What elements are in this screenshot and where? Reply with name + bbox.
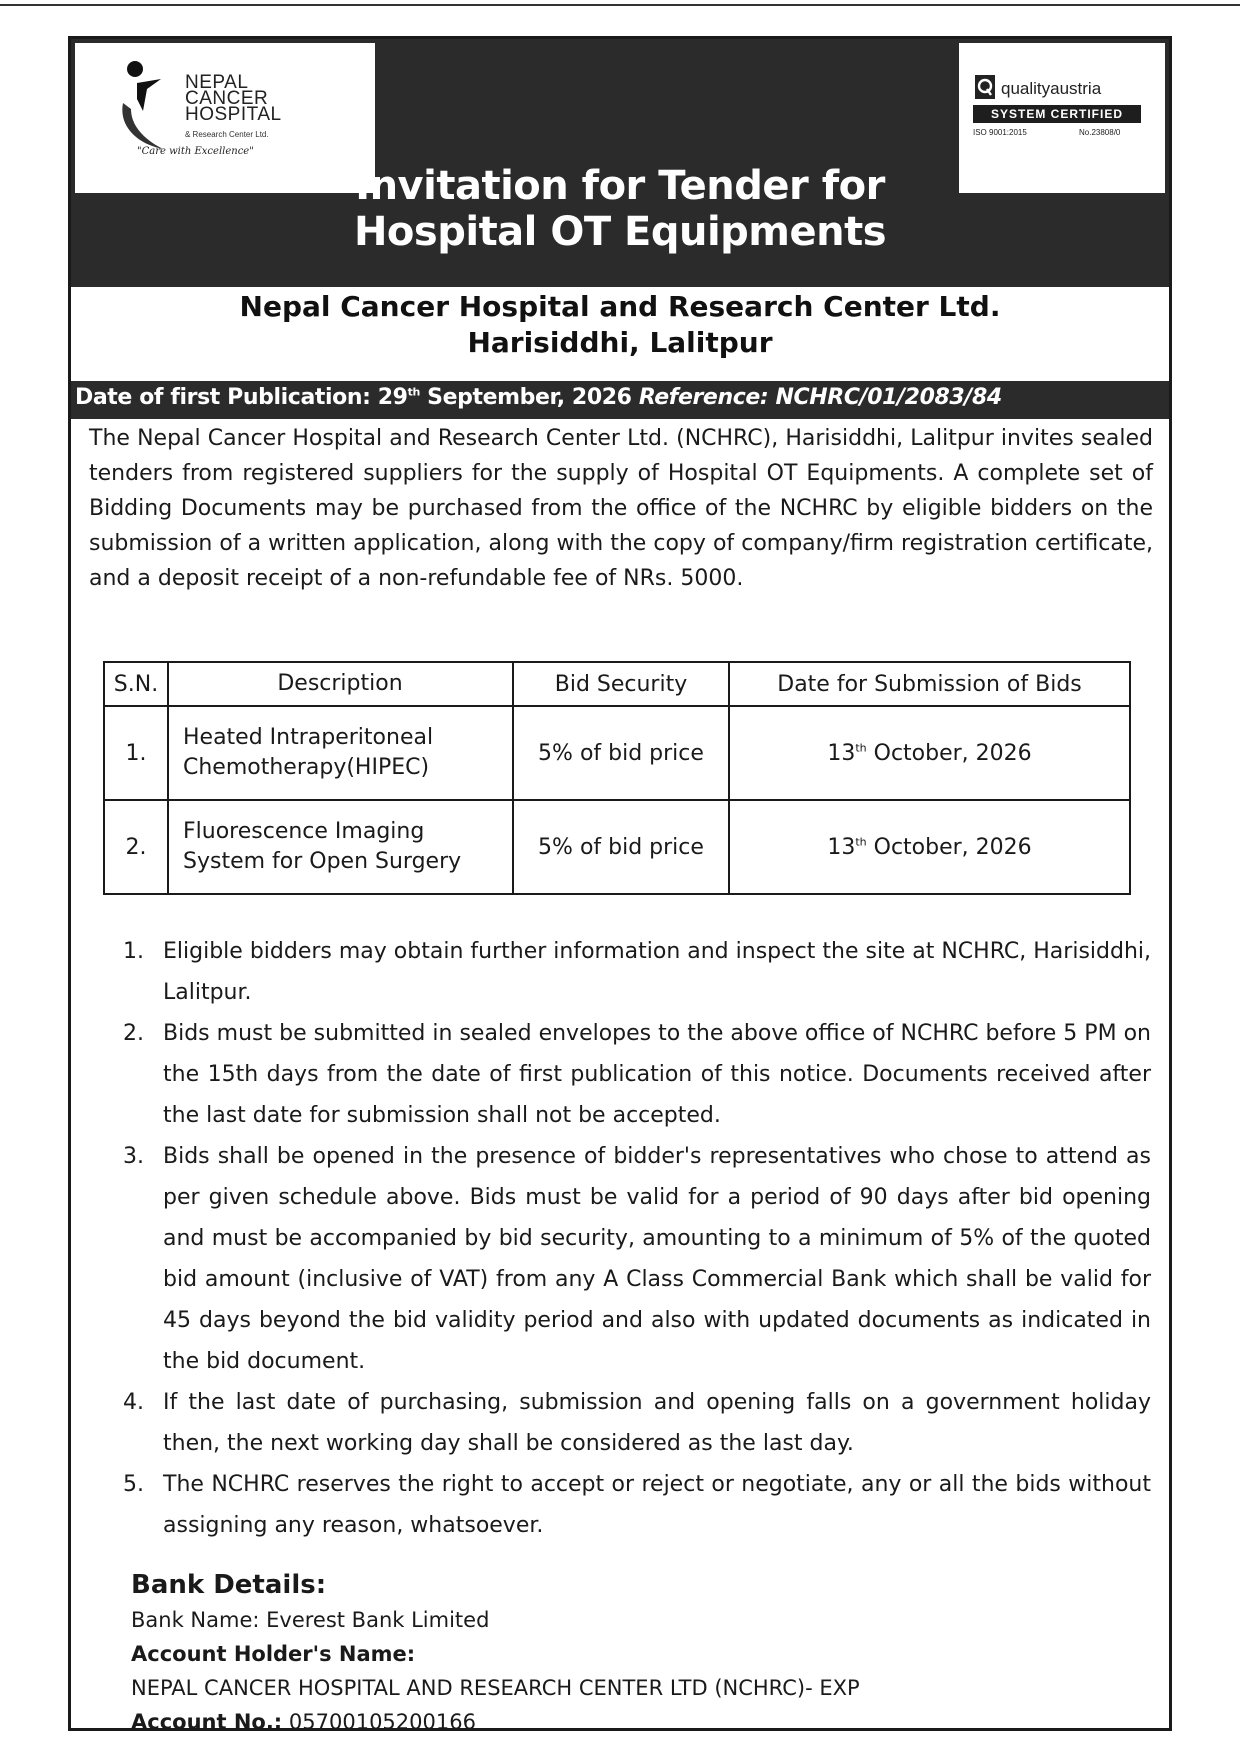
tender-conditions <box>99 931 1151 1546</box>
list-item-text: If the last date of purchasing, submission and opening falls on a government holiday then, the next working day shall be considered as the last day. <box>163 1390 1151 1456</box>
list-item <box>99 1464 1151 1546</box>
quality-austria-brand: qualityaustria <box>1001 79 1102 98</box>
list-item-text: Eligible bidders may obtain further information and inspect the site at NCHRC, Harisiddhi, Lalitpur. <box>163 939 1151 1005</box>
list-item-text: Bids must be submitted in sealed envelopes to the above office of NCHRC before 5 PM on the 15th days from the date of first publication of this notice. Documents received after the last date for submission shall not be accepted. <box>163 1021 1151 1128</box>
row-sn: 2. <box>104 800 168 894</box>
list-item <box>99 1013 1151 1136</box>
row-description: Heated Intraperitoneal Chemotherapy(HIPEC) <box>168 706 513 800</box>
iso-standard: ISO 9001:2015 <box>973 128 1027 137</box>
column-header-description: Description <box>168 662 513 706</box>
list-item <box>99 931 1151 1013</box>
organization-location: Harisiddhi, Lalitpur <box>467 326 773 359</box>
publication-band <box>71 381 1169 419</box>
column-header-sn: S.N. <box>104 662 168 706</box>
row-description: Fluorescence Imaging System for Open Surgery <box>168 800 513 894</box>
top-rule <box>0 4 1240 6</box>
account-number-label: Account No.: <box>131 1710 283 1731</box>
list-item <box>99 1136 1151 1382</box>
hospital-subname: & Research Center Ltd. <box>185 130 269 139</box>
column-header-submission-date: Date for Submission of Bids <box>729 662 1130 706</box>
header-band <box>71 39 1169 287</box>
certificate-number: No.23808/0 <box>1079 128 1121 137</box>
publication-date: Date of first Publication: 29th September, 2026 Reference: NCHRC/01/2083/84 <box>75 385 1002 410</box>
system-certified-badge: SYSTEM CERTIFIED <box>973 105 1141 123</box>
quality-austria-icon <box>975 75 995 99</box>
row-submission-date: 13th October, 2026 <box>729 800 1130 894</box>
row-sn: 1. <box>104 706 168 800</box>
account-number: 05700105200166 <box>288 1710 476 1731</box>
table-row <box>104 800 1130 894</box>
table-header-row <box>104 662 1130 706</box>
reference-number: Reference: NCHRC/01/2083/84 <box>638 385 1002 410</box>
list-item-number: 5. <box>123 1472 144 1497</box>
list-item-text: Bids shall be opened in the presence of bidder's representatives who chose to attend as per given schedule above. Bids must be valid for a period of 90 days after bid opening and must be accompanied by bid security, amounting to a minimum of 5% of the quoted bid amount (inclusive of VAT) from any A Class Commercial Bank which shall be valid for 45 days beyond the bid validity period and also with updated documents as indicated in the bid document. <box>163 1144 1151 1374</box>
notice-title: Invitation for Tender for Hospital OT Equipments <box>353 163 887 255</box>
bank-name: Bank Name: Everest Bank Limited <box>131 1608 490 1632</box>
list-item-number: 1. <box>123 939 144 964</box>
organization-name: Nepal Cancer Hospital and Research Center Ltd. <box>239 290 1001 323</box>
hospital-logo-icon <box>117 59 169 155</box>
intro-paragraph: The Nepal Cancer Hospital and Research Center Ltd. (NCHRC), Harisiddhi, Lalitpur invites sealed tenders from registered suppliers for the supply of Hospital OT Equipments. A complete set of Bidding Documents may be purchased from the office of the NCHRC by eligible bidders on the submission of a written application, along with the copy of company/firm registration certificate, and a deposit receipt of a non-refundable fee of NRs. 5000. <box>89 426 1153 591</box>
list-item-number: 3. <box>123 1144 144 1169</box>
list-item-number: 2. <box>123 1021 144 1046</box>
table-row <box>104 706 1130 800</box>
account-holder-name: NEPAL CANCER HOSPITAL AND RESEARCH CENTER LTD (NCHRC)- EXP <box>131 1676 860 1700</box>
account-holder-label: Account Holder's Name: <box>131 1642 416 1666</box>
row-bid-security: 5% of bid price <box>513 800 729 894</box>
hospital-tagline: "Care with Excellence" <box>137 146 254 157</box>
column-header-bid-security: Bid Security <box>513 662 729 706</box>
tender-notice <box>68 36 1172 1731</box>
row-submission-date: 13th October, 2026 <box>729 706 1130 800</box>
organization-heading <box>75 287 1165 381</box>
list-item-text: The NCHRC reserves the right to accept or reject or negotiate, any or all the bids without assigning any reason, whatsoever. <box>163 1472 1151 1538</box>
hospital-name: NEPAL CANCER HOSPITAL <box>185 72 282 125</box>
list-item <box>99 1382 1151 1464</box>
list-item-number: 4. <box>123 1390 144 1415</box>
bank-details-title: Bank Details: <box>131 1570 327 1600</box>
bank-details <box>131 1567 860 1731</box>
row-bid-security: 5% of bid price <box>513 706 729 800</box>
tender-items-table <box>103 661 1131 895</box>
